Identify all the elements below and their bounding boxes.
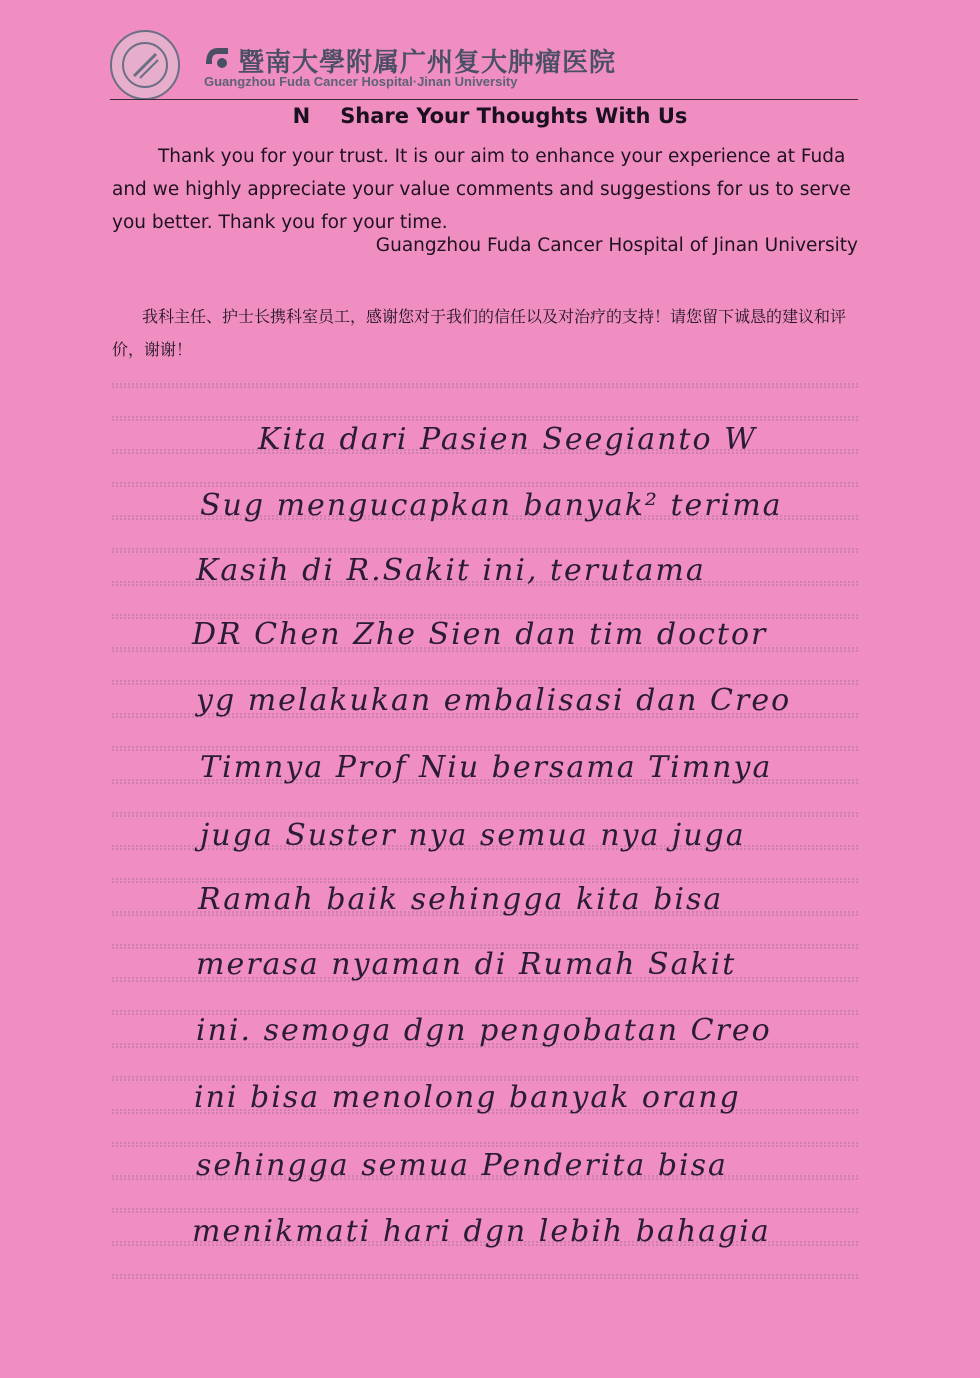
intro-text-cn: 我科主任、护士长携科室员工，感谢您对于我们的信任以及对治疗的支持！请您留下诚恳的建议和评价，谢谢！ bbox=[112, 307, 847, 359]
intro-text: Thank you for your trust. It is our aim to enhance your experience at Fuda and we highly appreciate your value comments and suggestions for us to serve you better. Thank you for your time. bbox=[112, 146, 851, 233]
hospital-name-cn: 暨南大學附属广州复大肿瘤医院 bbox=[238, 48, 617, 78]
handwriting-line: Sug mengucapkan banyak² terima bbox=[200, 488, 783, 523]
handwriting-line: Timnya Prof Niu bersama Timnya bbox=[200, 750, 773, 785]
handwriting-line: merasa nyaman di Rumah Sakit bbox=[196, 947, 737, 982]
hospital-name-en: Guangzhou Fuda Cancer Hospital·Jinan University bbox=[204, 74, 518, 89]
handwriting-line: menikmati hari dgn lebih bahagia bbox=[192, 1214, 771, 1249]
handwriting-line: ini. semoga dgn pengobatan Creo bbox=[196, 1013, 772, 1048]
section-letter: N bbox=[292, 104, 311, 128]
handwriting-line: juga Suster nya semua nya juga bbox=[200, 818, 746, 853]
handwriting-line: yg melakukan embalisasi dan Creo bbox=[196, 683, 792, 718]
handwriting-line: sehingga semua Penderita bisa bbox=[196, 1148, 728, 1183]
handwriting-line: DR Chen Zhe Sien dan tim doctor bbox=[192, 617, 768, 652]
hospital-signature: Guangzhou Fuda Cancer Hospital of Jinan University bbox=[375, 235, 858, 256]
handwriting-line: Kasih di R.Sakit ini, terutama bbox=[196, 553, 706, 588]
form-title-text: Share Your Thoughts With Us bbox=[340, 104, 688, 128]
handwriting-line: ini bisa menolong banyak orang bbox=[194, 1080, 741, 1115]
handwriting-line: Ramah baik sehingga kita bisa bbox=[198, 882, 724, 917]
handwriting-line: Kita dari Pasien Seegianto W bbox=[258, 422, 757, 457]
